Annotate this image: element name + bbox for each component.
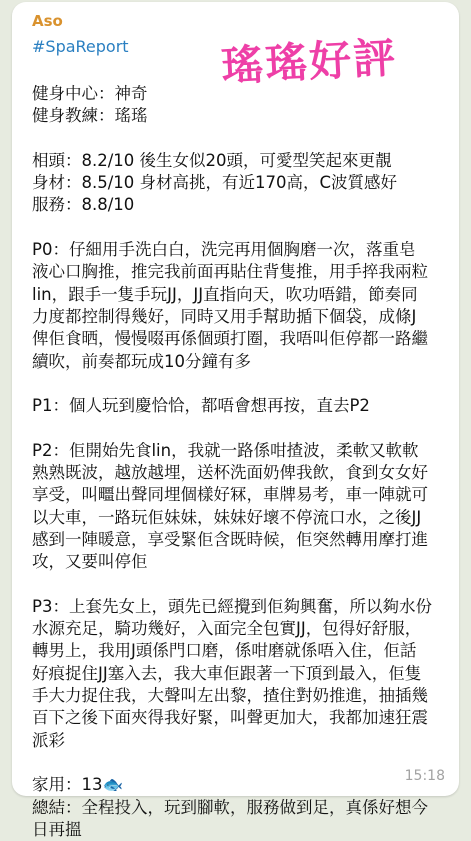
message-line: P0：仔細用手洗白白，洗完再用個胸磨一次，落重皂 (32, 240, 416, 260)
message-line: 百下之後下面夾得我好緊，叫聲更加大，我都加速狂震 (32, 708, 428, 728)
message-line: 液心口胸推，推完我前面再貼住背隻推，用手捽我兩粒 (32, 262, 428, 282)
overlay-title: 瑤瑤好評 (220, 32, 399, 91)
blank-line (32, 417, 450, 439)
blank-line (32, 373, 450, 395)
message-line: 健身教練：瑤瑤 (32, 106, 148, 126)
message-line: 續吹，前奏都玩成10分鐘有多 (32, 351, 251, 371)
message-bubble[interactable] (12, 2, 459, 839)
message-line: 好痕捉住JJ塞入去，我大車佢跟著一下頂到最入，佢隻 (32, 663, 422, 683)
message-line: 攻，又要叫停佢 (32, 552, 148, 572)
message-time: 15:18 (404, 768, 445, 784)
message-line: 力度都控制得幾好，同時又用手幫助揗下個袋，成條J (32, 306, 417, 326)
message-line: 總結：全程投入，玩到腳軟，服務做到足，真係好想今 (32, 797, 428, 817)
message-line: P2：佢開始先食lin，我就一路係咁揸波，柔軟又軟軟 (32, 440, 419, 460)
message-line: 以大車，一路玩佢妹妹，妹妹好壞不停流口水，之後JJ (32, 507, 422, 527)
message-line: 健身中心：神奇 (32, 84, 148, 103)
blank-line (32, 574, 450, 596)
message-line: 相頭：8.2/10 後生女似20頭，可愛型笑起來更靚 (32, 150, 392, 170)
message-text (32, 83, 450, 841)
message-line: 俾佢食晒，慢慢啜再係個頭打圈，我唔叫佢停都一路繼 (32, 329, 428, 349)
message-line: 享受，叫疅出聲同埋個樣好冧，車牌易考，車一陣就可 (32, 485, 428, 505)
message-line: 熟熟既波，越放越埋，送杯洗面奶俾我飲，食到女女好 (32, 463, 428, 483)
message-line: 派彩 (32, 730, 65, 750)
hashtag-link[interactable]: #SpaReport (32, 37, 129, 56)
message-line: 服務：8.8/10 (32, 195, 135, 215)
message-line: 感到一陣暖意，享受緊佢含既時候，佢突然轉用摩打進 (32, 529, 428, 549)
message-line: 身材：8.5/10 身材高挑，有近170高，C波質感好 (32, 173, 398, 193)
message-line: 家用：13🐟 (32, 775, 124, 795)
message-line: lin，跟手一隻手玩JJ，JJ直指向天，吹功唔錯，節奏同 (32, 284, 418, 304)
blank-line (32, 128, 450, 150)
message-line: P1：個人玩到慶恰恰，都唔會想再按，直去P2 (32, 396, 370, 416)
blank-line (32, 752, 450, 774)
message-line: 轉男上，我用J頭係門口磨，係咁磨就係唔入住，佢話 (32, 641, 417, 661)
sender-name[interactable]: Aso (32, 12, 63, 30)
blank-line (32, 217, 450, 239)
message-line: 日再搵 (32, 819, 82, 839)
message-line: P3：上套先女上，頭先已經攪到佢夠興奮，所以夠水份 (32, 596, 432, 616)
message-line: 手大力捉住我，大聲叫左出黎，揸住對奶推進，抽插幾 (32, 686, 428, 706)
message-line: 水源充足，騎功幾好，入面完全包實JJ，包得好舒服， (32, 619, 422, 639)
